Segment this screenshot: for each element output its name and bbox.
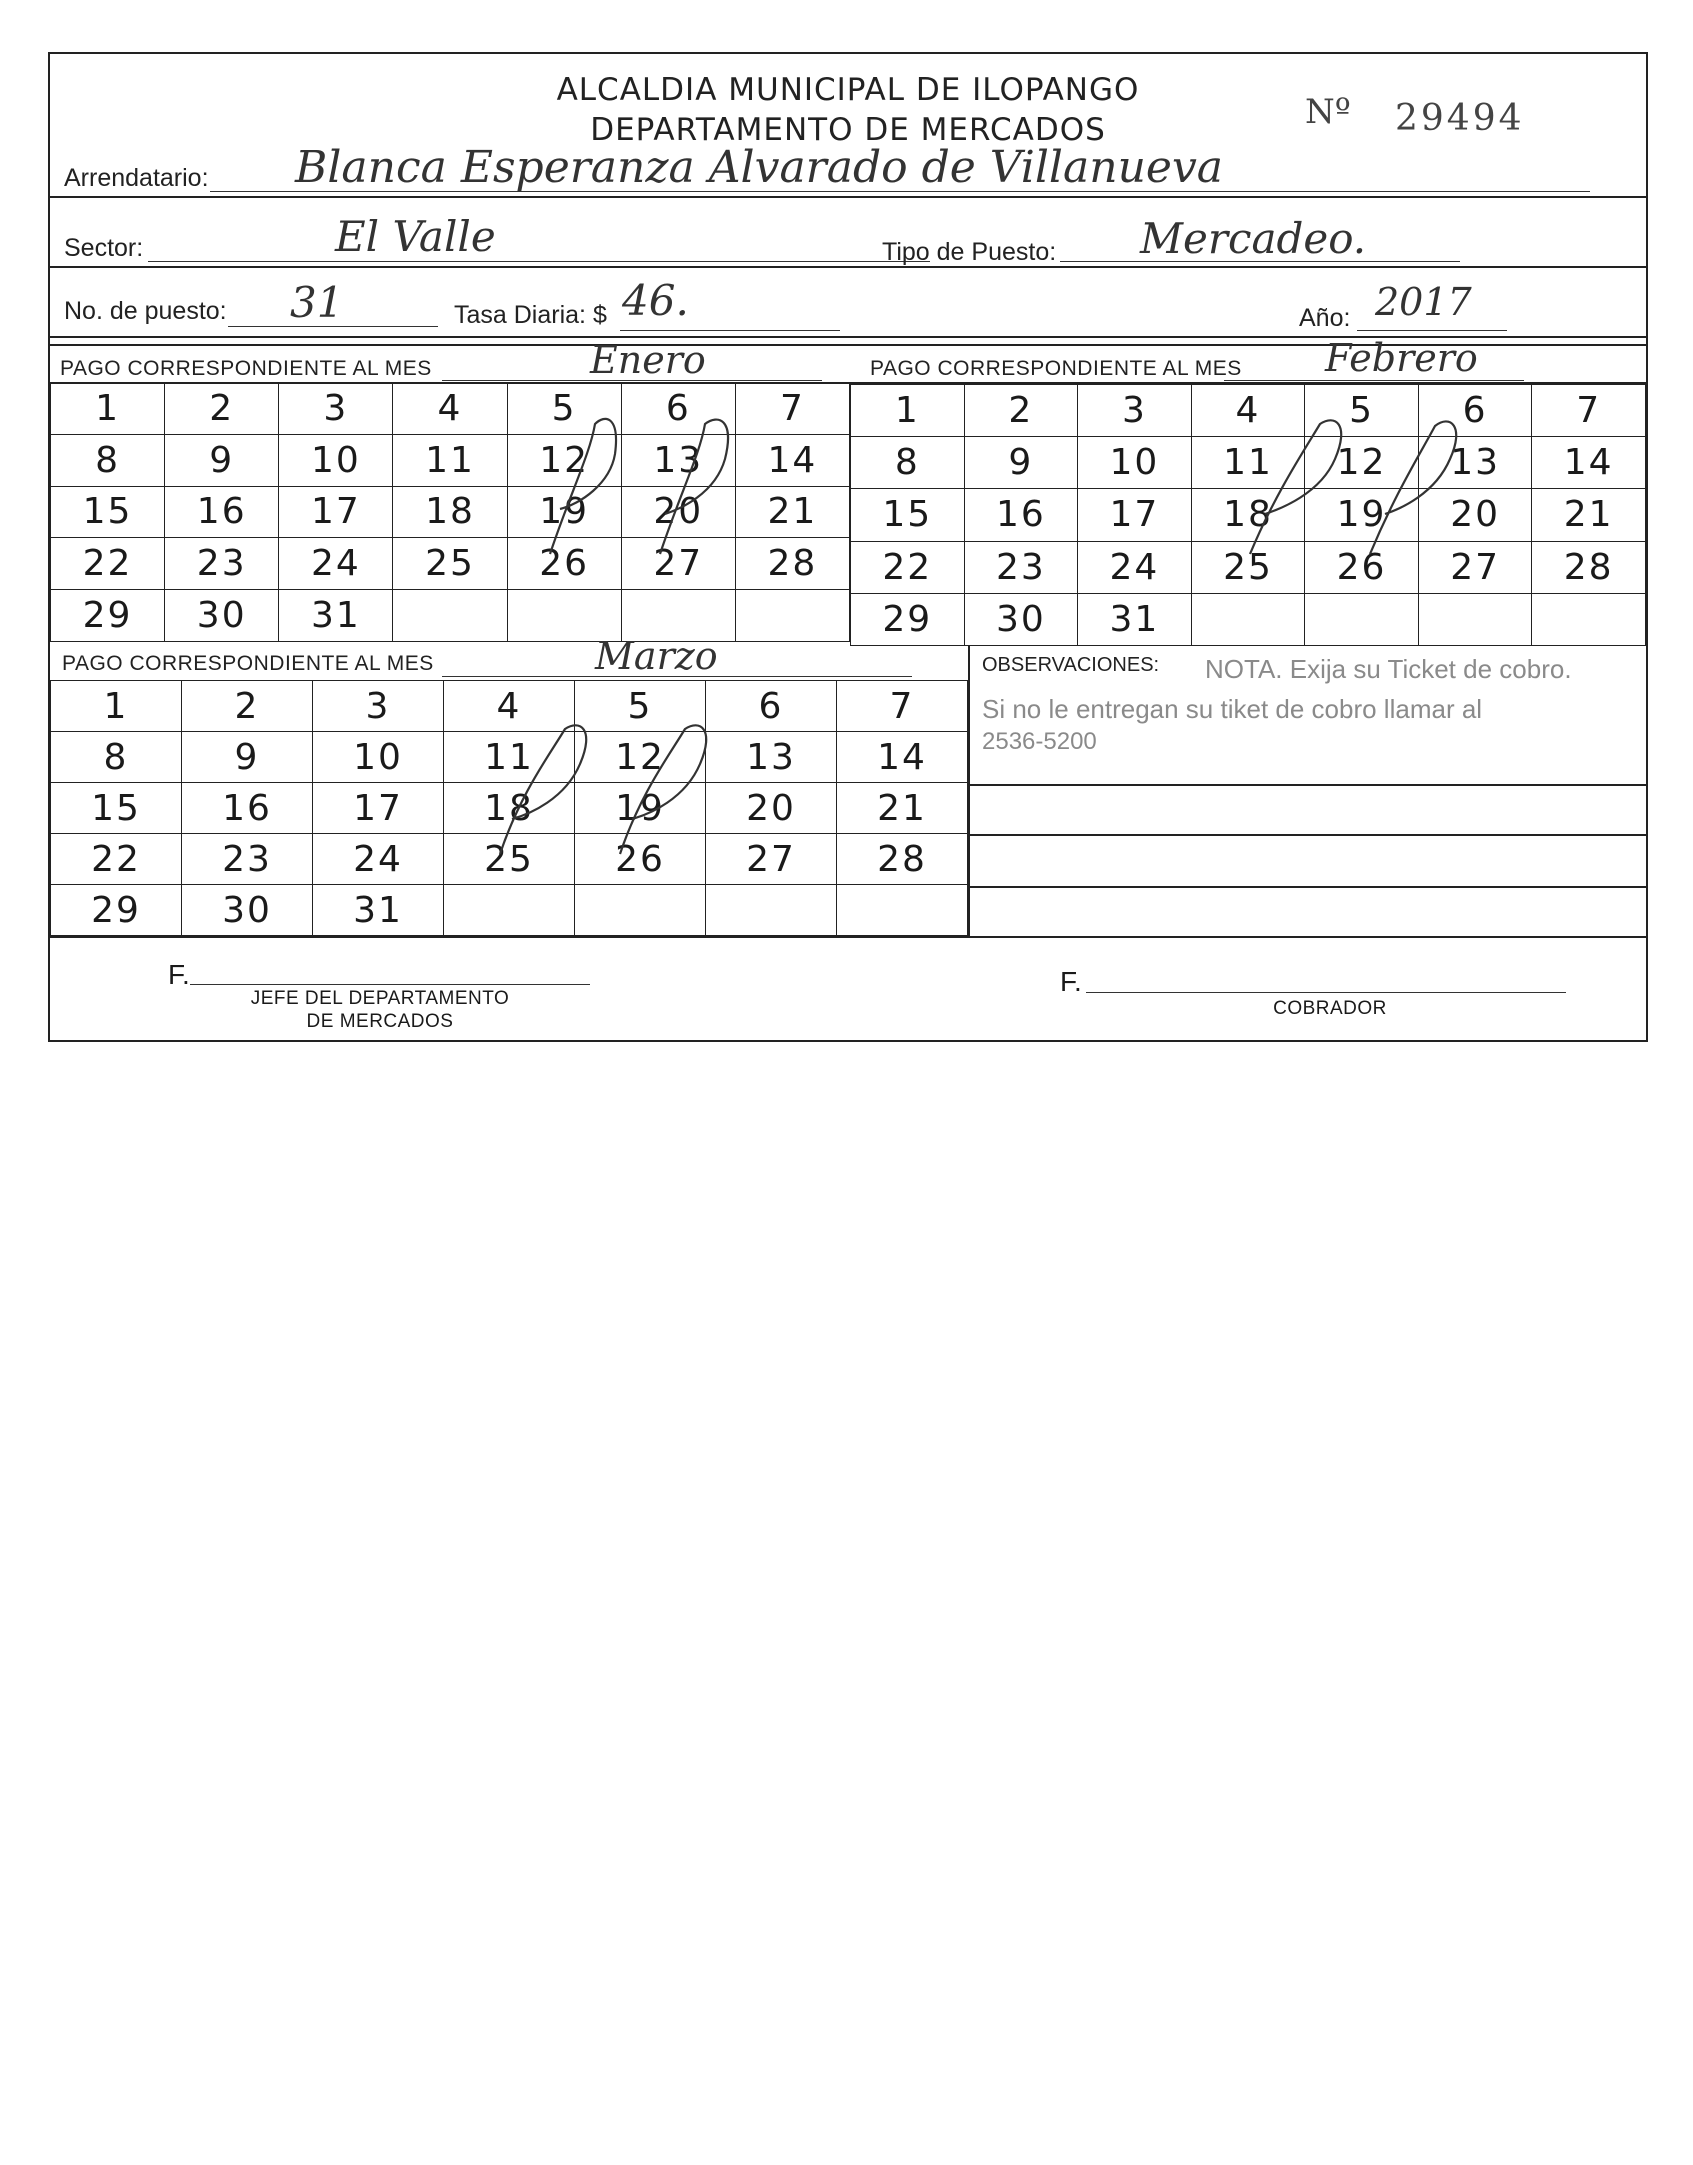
day-cell: 12 bbox=[575, 732, 706, 783]
day-cell bbox=[393, 590, 507, 642]
arrendatario-label: Arrendatario: bbox=[64, 164, 209, 192]
serial-label: Nº bbox=[1305, 92, 1351, 132]
day-cell: 5 bbox=[507, 383, 621, 435]
arrendatario-value: Blanca Esperanza Alvarado de Villanueva bbox=[295, 142, 1224, 193]
observaciones-label: OBSERVACIONES: bbox=[982, 654, 1160, 676]
day-cell: 4 bbox=[444, 681, 575, 732]
day-cell: 20 bbox=[706, 783, 837, 834]
day-cell: 11 bbox=[393, 434, 507, 486]
calendar-row bbox=[851, 541, 1646, 593]
calendar-row bbox=[51, 590, 850, 642]
day-cell: 13 bbox=[621, 434, 735, 486]
day-cell: 26 bbox=[1305, 541, 1419, 593]
jefe-label-2: DE MERCADOS bbox=[306, 1011, 454, 1032]
calendar-row bbox=[51, 783, 968, 834]
day-cell: 21 bbox=[1532, 489, 1646, 541]
day-cell: 17 bbox=[1078, 489, 1192, 541]
calendar-row bbox=[51, 434, 850, 486]
anio-value: 2017 bbox=[1375, 280, 1472, 324]
day-cell: 6 bbox=[706, 681, 837, 732]
row-divider bbox=[50, 936, 1646, 938]
day-cell: 27 bbox=[1418, 541, 1532, 593]
day-cell: 18 bbox=[444, 783, 575, 834]
serial-number: 29494 bbox=[1395, 98, 1525, 139]
day-cell: 24 bbox=[1078, 541, 1192, 593]
day-cell: 8 bbox=[51, 434, 165, 486]
mes-underline-febrero bbox=[1224, 380, 1524, 381]
day-cell: 30 bbox=[182, 885, 313, 936]
day-cell: 7 bbox=[735, 383, 849, 435]
nota-text: NOTA. Exija su Ticket de cobro. bbox=[1205, 654, 1572, 684]
day-cell: 18 bbox=[1191, 489, 1305, 541]
day-cell: 30 bbox=[964, 593, 1078, 645]
day-cell bbox=[735, 590, 849, 642]
mes-label-febrero: PAGO CORRESPONDIENTE AL MES bbox=[870, 357, 1242, 380]
day-cell: 4 bbox=[1191, 385, 1305, 437]
day-cell: 31 bbox=[1078, 593, 1192, 645]
day-cell: 19 bbox=[507, 486, 621, 538]
day-cell: 9 bbox=[182, 732, 313, 783]
day-cell: 24 bbox=[279, 538, 393, 590]
day-cell bbox=[1532, 593, 1646, 645]
day-cell: 29 bbox=[51, 885, 182, 936]
sector-label: Sector: bbox=[64, 234, 144, 262]
day-cell: 8 bbox=[51, 732, 182, 783]
day-cell bbox=[575, 885, 706, 936]
day-cell: 25 bbox=[444, 834, 575, 885]
day-cell: 21 bbox=[735, 486, 849, 538]
calendar-row bbox=[51, 834, 968, 885]
day-cell: 10 bbox=[279, 434, 393, 486]
calendar-marzo bbox=[50, 680, 968, 936]
puesto-value: 31 bbox=[290, 278, 344, 327]
tipo-puesto-label: Tipo de Puesto: bbox=[882, 238, 1057, 266]
day-cell: 16 bbox=[165, 486, 279, 538]
day-cell: 14 bbox=[837, 732, 968, 783]
firma-cobrador-line bbox=[1086, 992, 1566, 993]
day-cell: 10 bbox=[313, 732, 444, 783]
sector-underline bbox=[148, 261, 930, 262]
card-title: ALCALDIA MUNICIPAL DE ILOPANGO bbox=[556, 72, 1140, 108]
day-cell: 3 bbox=[1078, 385, 1192, 437]
day-cell: 13 bbox=[706, 732, 837, 783]
day-cell: 22 bbox=[851, 541, 965, 593]
row-divider bbox=[50, 196, 1646, 198]
nota-line2: Si no le entregan su tiket de cobro llamar al bbox=[982, 694, 1483, 724]
day-cell: 14 bbox=[735, 434, 849, 486]
day-cell: 21 bbox=[837, 783, 968, 834]
mes-label-enero: PAGO CORRESPONDIENTE AL MES bbox=[60, 357, 432, 380]
day-cell: 5 bbox=[1305, 385, 1419, 437]
nota-phone: 2536-5200 bbox=[982, 728, 1097, 755]
day-cell: 23 bbox=[182, 834, 313, 885]
firma-jefe-line bbox=[190, 984, 590, 985]
calendar-row bbox=[51, 681, 968, 732]
row-divider bbox=[50, 266, 1646, 268]
day-cell: 8 bbox=[851, 437, 965, 489]
tipo-puesto-value: Mercadeo. bbox=[1140, 214, 1367, 263]
tasa-label: Tasa Diaria: $ bbox=[454, 301, 607, 329]
day-cell: 7 bbox=[1532, 385, 1646, 437]
calendar-row bbox=[851, 489, 1646, 541]
day-cell: 6 bbox=[621, 383, 735, 435]
day-cell: 16 bbox=[182, 783, 313, 834]
day-cell: 3 bbox=[313, 681, 444, 732]
day-cell: 15 bbox=[51, 486, 165, 538]
day-cell: 28 bbox=[735, 538, 849, 590]
day-cell: 10 bbox=[1078, 437, 1192, 489]
calendar-febrero bbox=[850, 384, 1646, 646]
calendar-row bbox=[851, 437, 1646, 489]
obs-line bbox=[968, 834, 1646, 836]
day-cell bbox=[1305, 593, 1419, 645]
day-cell bbox=[1191, 593, 1305, 645]
day-cell: 1 bbox=[851, 385, 965, 437]
day-cell bbox=[706, 885, 837, 936]
day-cell: 28 bbox=[837, 834, 968, 885]
day-cell: 15 bbox=[851, 489, 965, 541]
card-department: DEPARTAMENTO DE MERCADOS bbox=[590, 112, 1106, 148]
mes-value-enero: Enero bbox=[590, 338, 706, 382]
firma-cobrador-mark: F. bbox=[1060, 966, 1082, 997]
day-cell: 6 bbox=[1418, 385, 1532, 437]
day-cell: 2 bbox=[165, 383, 279, 435]
cobrador-label: COBRADOR bbox=[1273, 998, 1387, 1019]
calendar-row bbox=[51, 486, 850, 538]
anio-label: Año: bbox=[1299, 304, 1351, 332]
payment-card bbox=[48, 52, 1648, 1042]
calendar-row bbox=[851, 385, 1646, 437]
day-cell: 1 bbox=[51, 681, 182, 732]
day-cell: 31 bbox=[279, 590, 393, 642]
day-cell: 3 bbox=[279, 383, 393, 435]
mes-label-marzo: PAGO CORRESPONDIENTE AL MES bbox=[62, 652, 434, 675]
day-cell: 18 bbox=[393, 486, 507, 538]
calendar-enero bbox=[50, 382, 850, 642]
day-cell: 11 bbox=[1191, 437, 1305, 489]
tasa-underline bbox=[620, 330, 840, 331]
day-cell: 1 bbox=[51, 383, 165, 435]
day-cell: 4 bbox=[393, 383, 507, 435]
day-cell: 23 bbox=[964, 541, 1078, 593]
anio-underline bbox=[1357, 330, 1507, 331]
day-cell: 19 bbox=[575, 783, 706, 834]
day-cell: 20 bbox=[1418, 489, 1532, 541]
day-cell: 26 bbox=[507, 538, 621, 590]
day-cell: 29 bbox=[851, 593, 965, 645]
calendar-row bbox=[51, 885, 968, 936]
day-cell: 12 bbox=[1305, 437, 1419, 489]
obs-line bbox=[968, 784, 1646, 786]
jefe-label-1: JEFE DEL DEPARTAMENTO bbox=[250, 988, 510, 1009]
mes-value-febrero: Febrero bbox=[1325, 336, 1478, 380]
day-cell: 9 bbox=[964, 437, 1078, 489]
day-cell: 17 bbox=[313, 783, 444, 834]
day-cell: 28 bbox=[1532, 541, 1646, 593]
day-cell bbox=[444, 885, 575, 936]
day-cell: 12 bbox=[507, 434, 621, 486]
day-cell: 20 bbox=[621, 486, 735, 538]
day-cell: 31 bbox=[313, 885, 444, 936]
day-cell: 17 bbox=[279, 486, 393, 538]
calendar-row bbox=[51, 732, 968, 783]
day-cell: 27 bbox=[706, 834, 837, 885]
day-cell: 13 bbox=[1418, 437, 1532, 489]
obs-divider bbox=[968, 646, 970, 936]
day-cell: 2 bbox=[182, 681, 313, 732]
calendar-row bbox=[851, 593, 1646, 645]
day-cell: 30 bbox=[165, 590, 279, 642]
obs-line bbox=[968, 886, 1646, 888]
firma-jefe-mark: F. bbox=[168, 959, 190, 990]
day-cell: 25 bbox=[1191, 541, 1305, 593]
calendar-row bbox=[51, 383, 850, 435]
day-cell: 16 bbox=[964, 489, 1078, 541]
day-cell: 24 bbox=[313, 834, 444, 885]
day-cell: 27 bbox=[621, 538, 735, 590]
day-cell: 23 bbox=[165, 538, 279, 590]
day-cell bbox=[1418, 593, 1532, 645]
day-cell: 22 bbox=[51, 834, 182, 885]
day-cell: 5 bbox=[575, 681, 706, 732]
day-cell: 26 bbox=[575, 834, 706, 885]
calendar-row bbox=[51, 538, 850, 590]
day-cell: 14 bbox=[1532, 437, 1646, 489]
day-cell: 9 bbox=[165, 434, 279, 486]
day-cell: 7 bbox=[837, 681, 968, 732]
day-cell: 2 bbox=[964, 385, 1078, 437]
puesto-label: No. de puesto: bbox=[64, 297, 227, 325]
day-cell: 22 bbox=[51, 538, 165, 590]
day-cell: 15 bbox=[51, 783, 182, 834]
tasa-value: 46. bbox=[622, 276, 689, 325]
sector-value: El Valle bbox=[335, 212, 496, 261]
day-cell: 11 bbox=[444, 732, 575, 783]
mes-value-marzo: Marzo bbox=[595, 634, 718, 678]
day-cell: 19 bbox=[1305, 489, 1419, 541]
day-cell: 29 bbox=[51, 590, 165, 642]
day-cell: 25 bbox=[393, 538, 507, 590]
day-cell bbox=[837, 885, 968, 936]
